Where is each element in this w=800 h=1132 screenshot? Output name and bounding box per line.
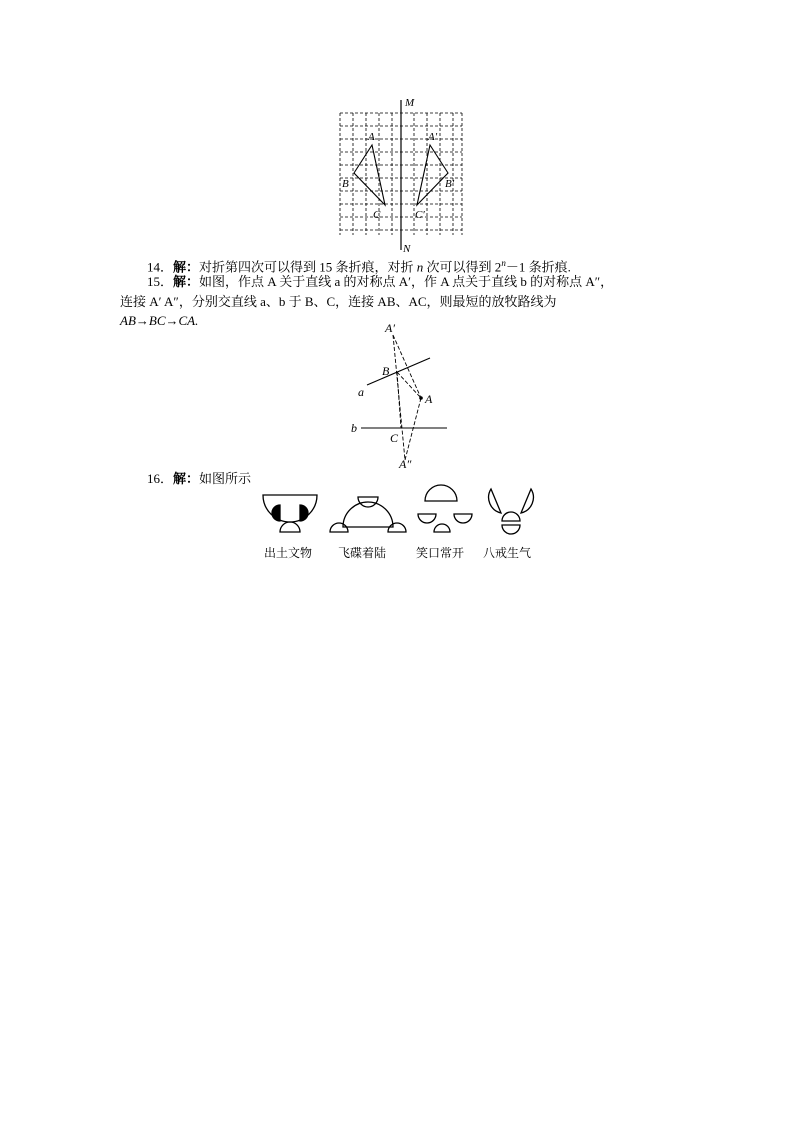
label-m: M [405, 97, 415, 109]
q15-text-3: AB→BC→CA. [120, 313, 199, 328]
q14-text-2: 次可以得到 2 [423, 259, 502, 275]
label-a: A [368, 131, 375, 143]
q16-solution-label: 解： [173, 471, 200, 486]
segment-b-a [397, 372, 421, 398]
label-a-prime: A′ [385, 321, 395, 335]
segment-a-prime-a [393, 335, 421, 398]
label-line-b: b [351, 421, 357, 435]
q16-number: 16． [147, 471, 174, 486]
caption-laughing-face: 笑口常开 [416, 546, 465, 560]
reflection-grid-figure [335, 95, 470, 255]
point-a [419, 396, 423, 400]
shape-angry-bajie [489, 489, 534, 534]
label-b-prime: B′ [445, 178, 455, 190]
shape-compositions-figure [255, 483, 550, 568]
q15-text-1: 如图，作点 A 关于直线 a 的对称点 A′，作 A 点关于直线 b 的对称点 A″， [199, 274, 614, 289]
triangle-abc [354, 145, 385, 205]
caption-unearthed-relic: 出土文物 [264, 546, 313, 560]
q14-var-n: n [416, 259, 424, 275]
q15-line-3 [120, 311, 198, 331]
q15-text-2: 连接 A′ A″，分别交直线 a、b 于 B、C，连接 AB、AC，则最短的放牧路线为 [120, 294, 557, 309]
label-b: B [382, 364, 390, 378]
line-a [367, 358, 430, 385]
shape-unearthed-relic [263, 495, 317, 532]
q15-line-2 [120, 292, 557, 312]
triangle-abc-image [417, 145, 448, 205]
segment-b-c [397, 372, 401, 428]
q14-solution-label: 解： [173, 259, 200, 275]
label-a-prime: A′ [428, 131, 438, 143]
q16-text: 如图所示 [199, 471, 252, 486]
caption-ufo-landing: 飞碟着陆 [338, 546, 387, 560]
q14-text-1: 对折第四次可以得到 15 条折痕，对折 [199, 259, 417, 275]
label-line-a: a [358, 385, 364, 399]
q14-exponent: n [501, 258, 506, 268]
q15-solution-label: 解： [173, 274, 200, 289]
label-b: B [342, 178, 349, 190]
label-n: N [403, 243, 411, 255]
q15-number: 15． [147, 274, 174, 289]
grazing-path-figure [345, 320, 460, 470]
q14-text-3: －1 条折痕. [505, 259, 571, 275]
q14-number: 14． [147, 259, 174, 275]
label-c-prime: C′ [415, 209, 425, 221]
label-c: C [390, 431, 399, 445]
segment-a-a-double-prime [405, 398, 421, 460]
q16-line [147, 469, 251, 489]
label-c: C [373, 209, 381, 221]
shape-ufo-landing [330, 497, 406, 532]
shape-laughing-face [418, 485, 472, 532]
caption-angry-bajie: 八戒生气 [483, 546, 532, 560]
label-a: A [425, 392, 433, 406]
q15-line-1 [147, 272, 613, 292]
label-a-double-prime: A″ [399, 457, 412, 470]
